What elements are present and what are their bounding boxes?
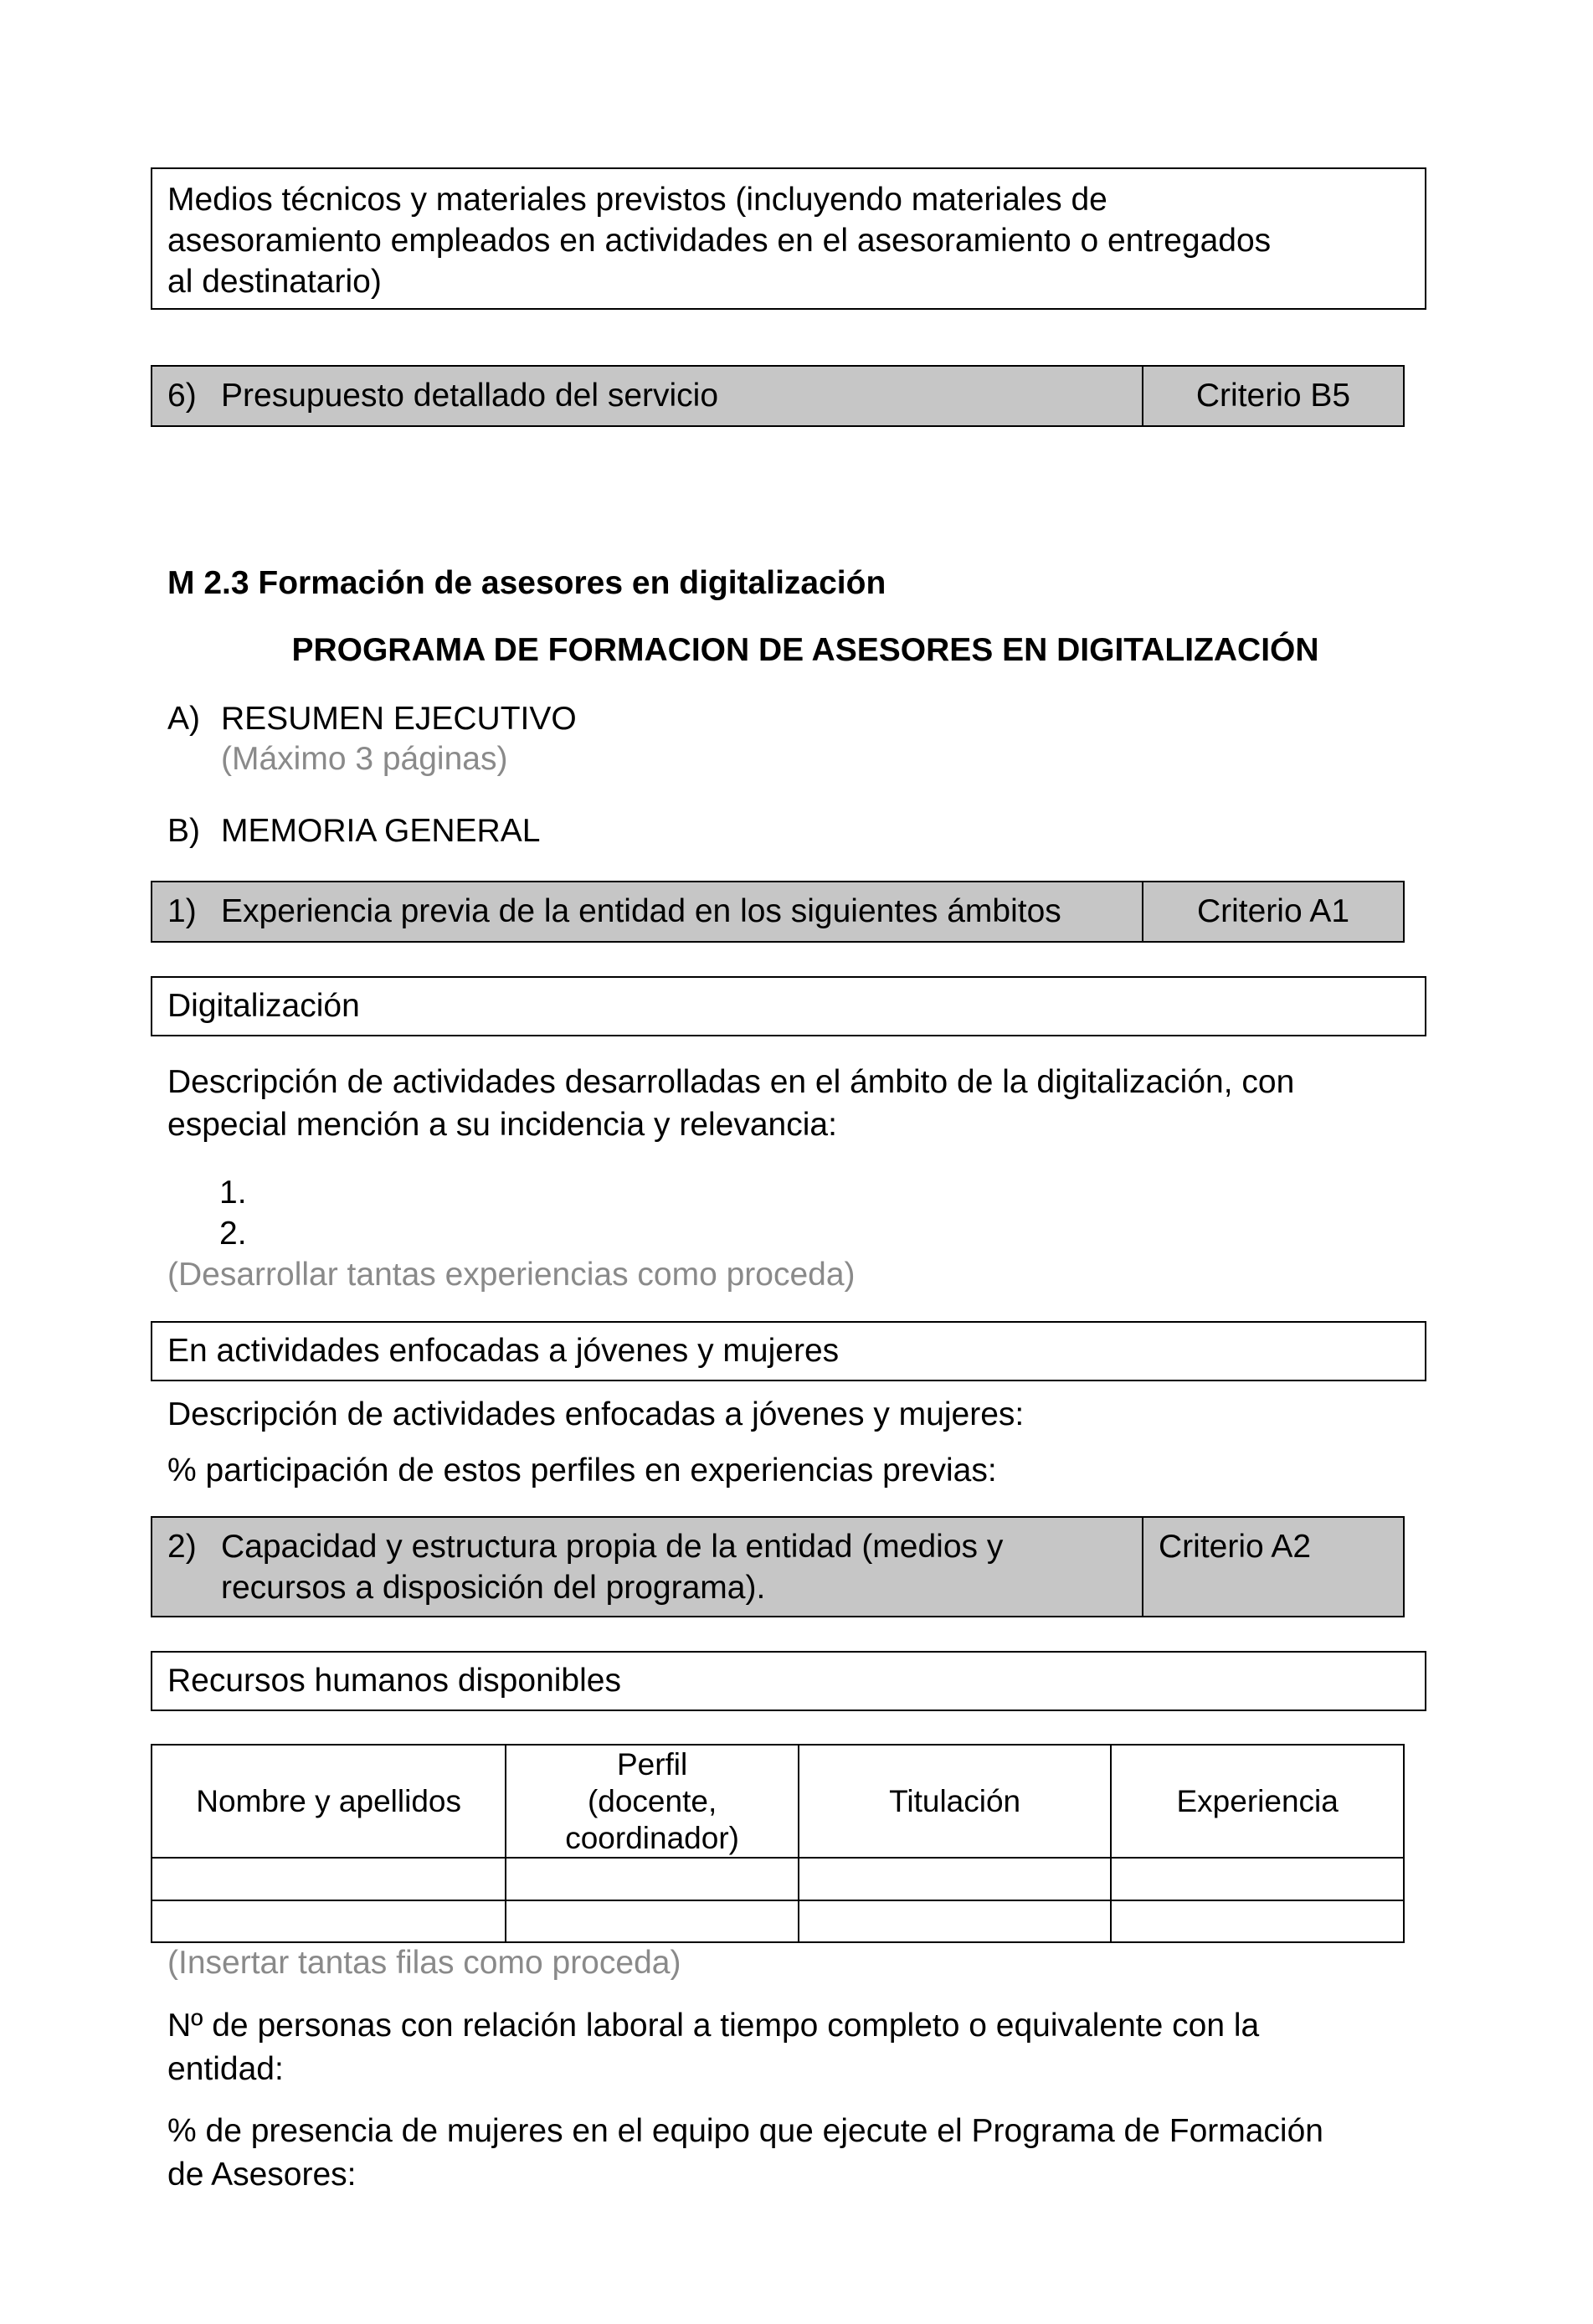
section-2-number: 2) <box>167 1529 197 1565</box>
section-2-criterion-cell <box>1143 1518 1403 1616</box>
recursos-humanos-box <box>151 1651 1426 1711</box>
section-a-letter: A) <box>167 701 200 737</box>
header-experiencia: Experiencia <box>1111 1745 1404 1858</box>
personas-line-2: entidad: <box>167 2051 284 2087</box>
header-perfil-line-3: coordinador) <box>565 1820 739 1855</box>
module-heading: M 2.3 Formación de asesores en digitalización <box>167 565 886 601</box>
header-titulacion: Titulación <box>799 1745 1111 1858</box>
digitalizacion-note: (Desarrollar tantas experiencias como proceda) <box>167 1257 856 1293</box>
recursos-note: (Insertar tantas filas como proceda) <box>167 1945 681 1981</box>
jovenes-participation: % participación de estos perfiles en experiencias previas: <box>167 1452 997 1488</box>
section-6-number: 6) <box>167 378 197 414</box>
section-2-label-line-1: Capacidad y estructura propia de la entidad (medios y <box>221 1529 1004 1565</box>
section-a-label: RESUMEN EJECUTIVO <box>221 701 577 737</box>
program-title: PROGRAMA DE FORMACION DE ASESORES EN DIGITALIZACIÓN <box>291 632 1319 668</box>
section-6-criterion: Criterio B5 <box>1195 378 1351 414</box>
section-b-letter: B) <box>167 813 200 849</box>
digitalizacion-desc-line-1: Descripción de actividades desarrolladas en el ámbito de la digitalización, con <box>167 1064 1295 1100</box>
presencia-line-2: de Asesores: <box>167 2157 357 2193</box>
personas-line-1: Nº de personas con relación laboral a tiempo completo o equivalente con la <box>167 2008 1260 2044</box>
section-1-number: 1) <box>167 893 197 929</box>
section-2-label-cell <box>152 1518 1143 1616</box>
section-1-label: Experiencia previa de la entidad en los siguientes ámbitos <box>221 893 1061 929</box>
recursos-humanos-label: Recursos humanos disponibles <box>167 1663 621 1699</box>
section-2-label-line-2: recursos a disposición del programa). <box>221 1570 766 1606</box>
section-1-header <box>151 881 1405 943</box>
table-cell[interactable] <box>152 1858 506 1900</box>
table-cell[interactable] <box>152 1900 506 1942</box>
table-cell[interactable] <box>799 1858 1111 1900</box>
table-cell[interactable] <box>506 1858 799 1900</box>
digitalizacion-description <box>167 1061 1423 1146</box>
section-a-note: (Máximo 3 páginas) <box>221 741 508 777</box>
list-item: 2. <box>219 1216 247 1252</box>
section-6-criterion-cell <box>1143 367 1403 425</box>
recursos-humanos-table <box>151 1744 1405 1943</box>
table-header-row <box>152 1745 1404 1858</box>
table-cell[interactable] <box>1111 1900 1404 1942</box>
section-1-label-cell <box>152 882 1143 941</box>
table-row <box>152 1900 1404 1942</box>
section-b <box>167 810 1339 852</box>
digitalizacion-desc-line-2: especial mención a su incidencia y relevancia: <box>167 1107 837 1143</box>
presencia-paragraph <box>167 2110 1423 2197</box>
jovenes-box <box>151 1321 1426 1381</box>
digitalizacion-label: Digitalización <box>167 988 360 1024</box>
digitalizacion-list <box>219 1172 387 1254</box>
medios-line-1: Medios técnicos y materiales previstos (incluyendo materiales de <box>167 182 1107 218</box>
section-6-label-cell <box>152 367 1143 425</box>
jovenes-description: Descripción de actividades enfocadas a jóvenes y mujeres: <box>167 1396 1025 1432</box>
section-b-label: MEMORIA GENERAL <box>221 813 541 849</box>
table-cell[interactable] <box>799 1900 1111 1942</box>
medios-line-3: al destinatario) <box>167 264 382 300</box>
medios-line-2: asesoramiento empleados en actividades en el asesoramiento o entregados <box>167 223 1272 259</box>
table-cell[interactable] <box>1111 1858 1404 1900</box>
section-a <box>167 698 1339 779</box>
personas-paragraph <box>167 2004 1423 2091</box>
section-1-criterion-cell <box>1143 882 1403 941</box>
section-6-header <box>151 365 1405 427</box>
header-perfil-line-1: Perfil <box>616 1746 688 1782</box>
section-1-criterion: Criterio A1 <box>1196 893 1350 929</box>
section-6-label: Presupuesto detallado del servicio <box>221 378 719 414</box>
list-item: 1. <box>219 1175 247 1211</box>
medios-tecnicos-box <box>151 167 1426 310</box>
header-perfil <box>506 1745 799 1858</box>
digitalizacion-box <box>151 976 1426 1036</box>
jovenes-label: En actividades enfocadas a jóvenes y mujeres <box>167 1333 840 1369</box>
table-cell[interactable] <box>506 1900 799 1942</box>
header-perfil-line-2: (docente, <box>587 1783 717 1818</box>
table-row <box>152 1858 1404 1900</box>
header-nombre: Nombre y apellidos <box>152 1745 506 1858</box>
presencia-line-1: % de presencia de mujeres en el equipo que ejecute el Programa de Formación <box>167 2113 1323 2149</box>
section-2-header <box>151 1516 1405 1617</box>
section-2-criterion: Criterio A2 <box>1159 1529 1312 1565</box>
